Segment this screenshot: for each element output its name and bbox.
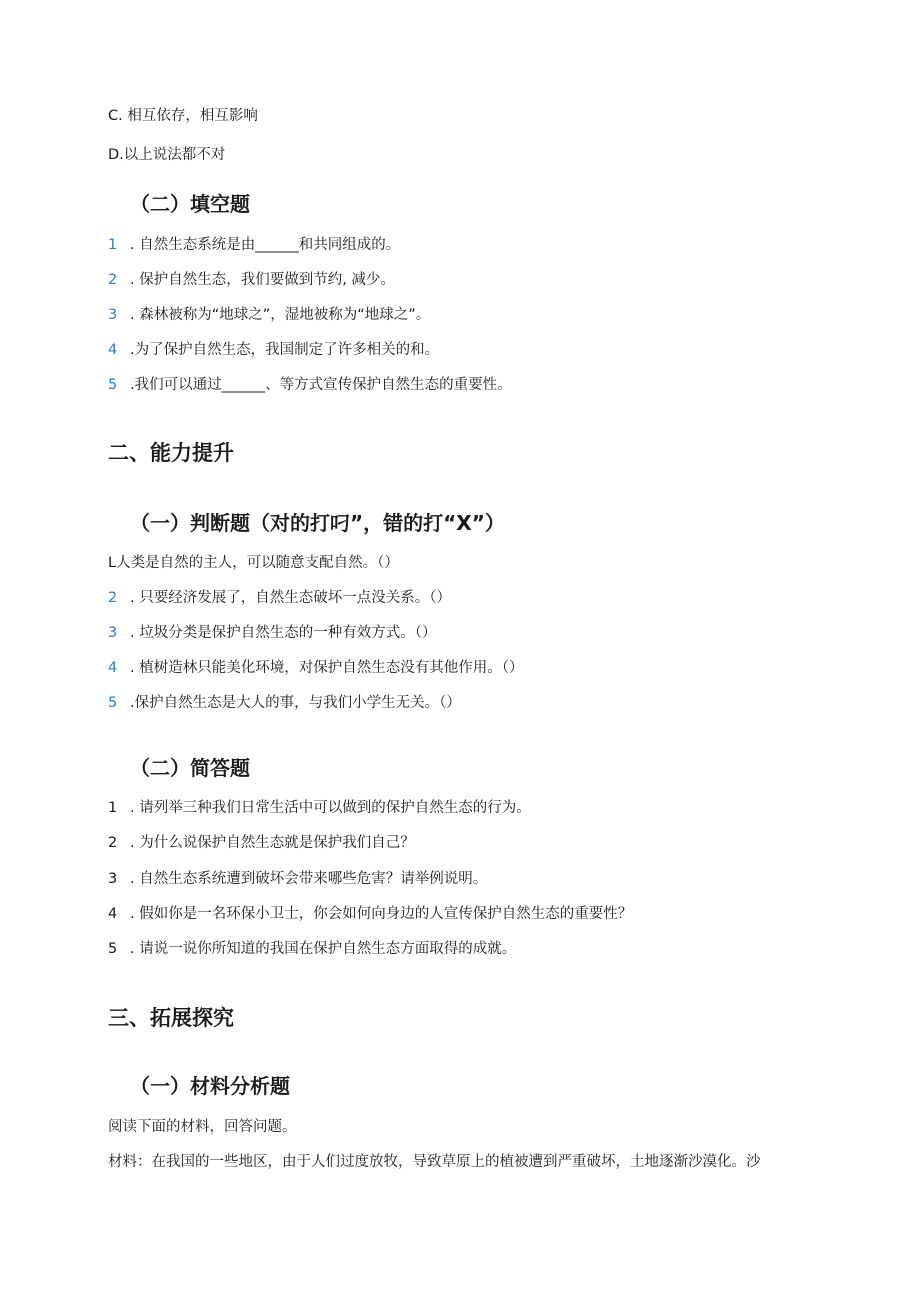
list-item: 3 . 自然生态系统遭到破坏会带来哪些危害？请举例说明。 <box>108 871 488 887</box>
list-item: 2 . 为什么说保护自然生态就是保护我们自己？ <box>108 835 415 851</box>
option-c: C. 相互依存，相互影响 <box>108 108 258 124</box>
fill-blank-heading: （二）填空题 <box>130 192 250 216</box>
list-item: 2 . 保护自然生态，我们要做到节约, 减少。 <box>108 272 395 288</box>
option-d: D.以上说法都不对 <box>108 147 226 163</box>
material-intro: 阅读下面的材料，回答问题。 <box>108 1119 297 1135</box>
list-item: 4 . 假如你是一名环保小卫士，你会如何向身边的人宣传保护自然生态的重要性？ <box>108 906 633 922</box>
list-item: 3 . 垃圾分类是保护自然生态的一种有效方式。（） <box>108 625 437 641</box>
list-item: 5 .我们可以通过______、等方式宣传保护自然生态的重要性。 <box>108 377 512 393</box>
list-item: 3 . 森林被称为“地球之”，湿地被称为“地球之”。 <box>108 307 431 323</box>
list-item: 1 . 请列举三种我们日常生活中可以做到的保护自然生态的行为。 <box>108 800 531 816</box>
material-heading: （一）材料分析题 <box>130 1074 290 1098</box>
list-item: 4 . 植树造林只能美化环境，对保护自然生态没有其他作用。（） <box>108 660 524 676</box>
section-heading-ability: 二、能力提升 <box>108 441 234 465</box>
section-heading-extension: 三、拓展探究 <box>108 1006 234 1030</box>
short-answer-heading: （二）简答题 <box>130 756 250 780</box>
material-text: 材料：在我国的一些地区，由于人们过度放牧，导致草原上的植被遭到严重破坏，土地逐渐沙漠化。沙 <box>108 1154 761 1170</box>
list-item: 5 .保护自然生态是大人的事，与我们小学生无关。（） <box>108 695 461 711</box>
list-item: 2 . 只要经济发展了，自然生态破坏一点没关系。（） <box>108 590 451 606</box>
list-item: 4 .为了保护自然生态，我国制定了许多相关的和。 <box>108 342 440 358</box>
list-item: 5 . 请说一说你所知道的我国在保护自然生态方面取得的成就。 <box>108 941 517 957</box>
list-item: L人类是自然的主人，可以随意支配自然。（） <box>108 555 399 571</box>
judge-heading: （一）判断题（对的打叼”，错的打“X”） <box>130 511 505 535</box>
list-item: 1 . 自然生态系统是由______和共同组成的。 <box>108 237 401 253</box>
